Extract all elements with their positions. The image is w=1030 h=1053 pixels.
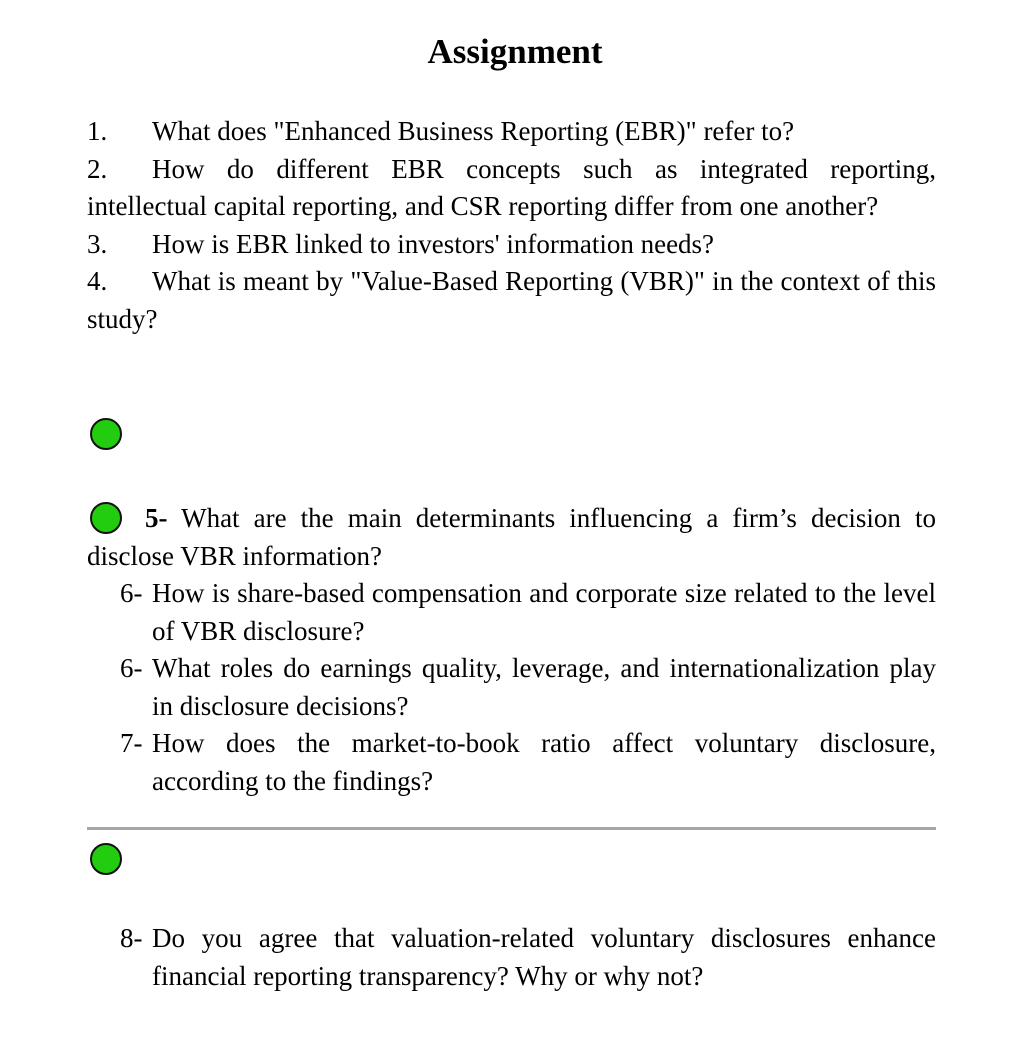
item-text: What roles do earnings quality, leverage, and internationalization play in disclosure decisions? — [152, 653, 936, 721]
item-text: What does "Enhanced Business Reporting (EBR)" refer to? — [152, 116, 795, 146]
item-number: 1. — [87, 116, 108, 146]
list-item — [120, 920, 936, 995]
list-item — [120, 725, 936, 800]
list-item — [120, 650, 936, 725]
item-text: Do you agree that valuation-related voluntary disclosures enhance financial reporting transparency? Why or why not? — [152, 923, 936, 991]
question-list-1 — [87, 113, 936, 339]
item-number: 4. — [87, 266, 108, 297]
list-item — [120, 575, 936, 650]
item-text: What are the main determinants influencing a firm’s decision to disclose VBR information? — [87, 503, 937, 571]
item-number: 3. — [87, 228, 108, 259]
item-text: How is share-based compensation and corporate size related to the level of VBR disclosure? — [152, 578, 936, 646]
list-item — [87, 151, 936, 226]
item-number: 5- — [145, 503, 168, 533]
list-item — [87, 263, 936, 338]
green-circle-marker — [90, 418, 122, 450]
item-text: How is EBR linked to investors' information needs? — [152, 228, 715, 259]
item-text: How does the market-to-book ratio affect voluntary disclosure, according to the findings? — [152, 728, 936, 796]
green-circle-marker — [90, 843, 122, 875]
item-number: 7- — [120, 728, 143, 758]
item-number: 6- — [120, 653, 143, 683]
item-text: What is meant by "Value-Based Reporting (VBR)" in the context of this study? — [87, 266, 936, 334]
item-number: 6- — [120, 578, 143, 608]
question-5 — [87, 500, 936, 575]
list-item — [87, 113, 936, 151]
page-title: Assignment — [427, 32, 603, 71]
section-divider — [87, 827, 936, 830]
list-item — [87, 226, 936, 264]
item-number: 2. — [87, 153, 108, 184]
item-text: How do different EBR concepts such as integrated reporting, intellectual capital reporting, and CSR reporting differ from one another? — [87, 153, 936, 222]
item-number: 8- — [120, 923, 143, 953]
